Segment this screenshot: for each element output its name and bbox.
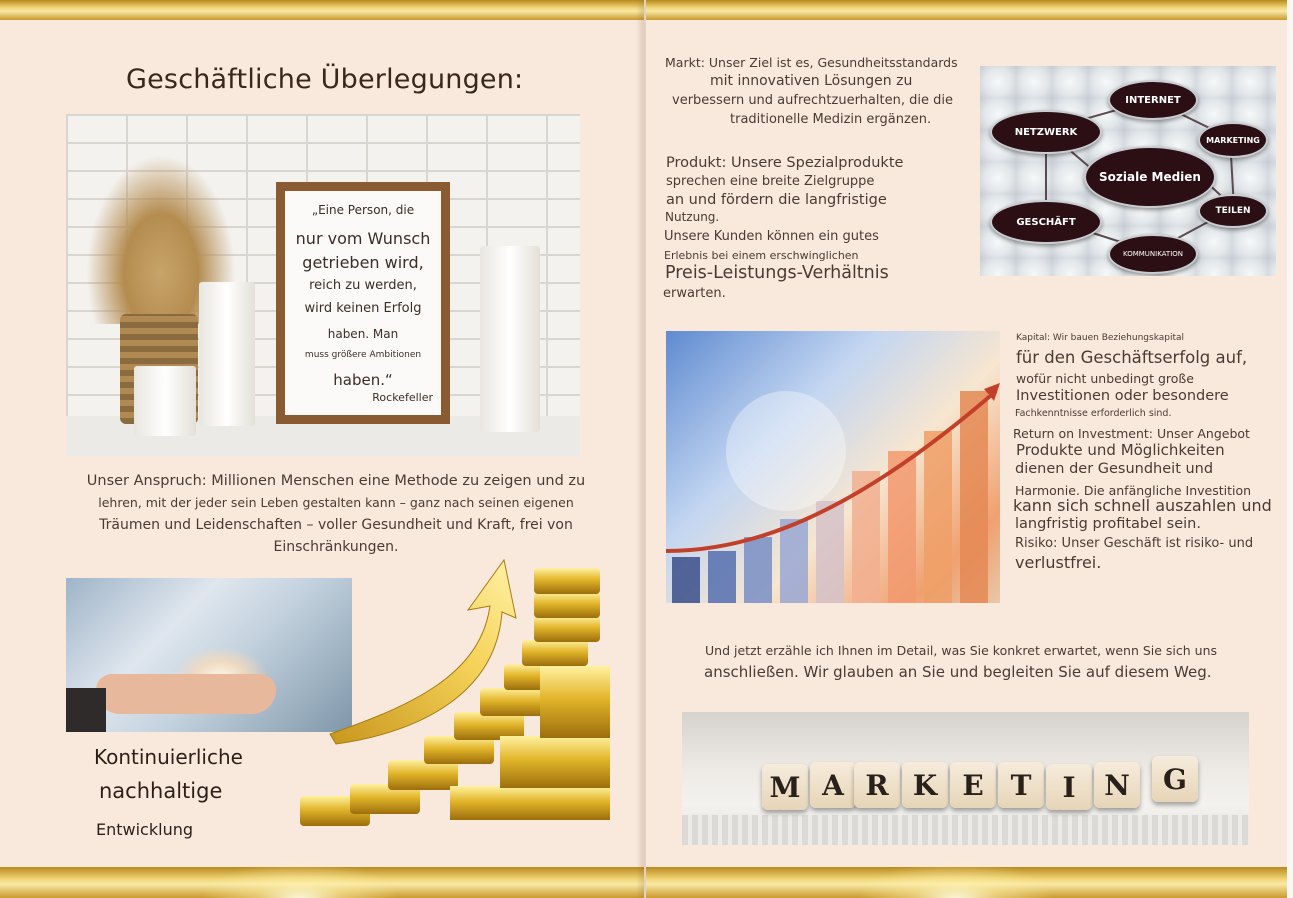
quote-frame bbox=[276, 182, 450, 424]
quote-photo bbox=[66, 114, 580, 456]
light-burst bbox=[856, 860, 1056, 898]
page-edge bbox=[1287, 0, 1293, 898]
page-title: Geschäftliche Überlegungen: bbox=[126, 64, 524, 95]
candle-medium bbox=[199, 282, 255, 426]
candle-small bbox=[134, 366, 196, 436]
detail-line: Und jetzt erzähle ich Ihnen im Detail, was Sie konkret erwartet, wenn Sie sich uns bbox=[705, 643, 1218, 658]
network-node-geschaeft: GESCHÄFT bbox=[990, 200, 1102, 244]
newspaper-surface bbox=[682, 815, 1249, 845]
claim-line: Träumen und Leidenschaften – voller Gesundheit und Kraft, frei von bbox=[99, 517, 573, 533]
network-node-internet: INTERNET bbox=[1108, 80, 1198, 120]
growth-line: Kontinuierliche bbox=[94, 745, 243, 769]
kapital-line: wofür nicht unbedingt große bbox=[1016, 371, 1194, 386]
markt-line: mit innovativen Lösungen zu bbox=[710, 73, 913, 89]
kapital-line: Investitionen oder besondere bbox=[1016, 388, 1229, 404]
social-media-network-image bbox=[980, 66, 1276, 276]
kapital-line: Harmonie. Die anfängliche Investition bbox=[1015, 483, 1252, 498]
quote-line: muss größere Ambitionen bbox=[304, 350, 422, 361]
produkt-line: Erlebnis bei einem erschwinglichen bbox=[664, 249, 859, 262]
kapital-line: Kapital: Wir bauen Beziehungskapital bbox=[1016, 333, 1185, 343]
marketing-blocks-photo bbox=[682, 712, 1249, 845]
produkt-line: erwarten. bbox=[663, 286, 726, 301]
letter-block: K bbox=[902, 762, 948, 808]
kapital-line: langfristig profitabel sein. bbox=[1015, 516, 1201, 532]
letter-block: M bbox=[762, 764, 808, 810]
quote-author: Rockefeller bbox=[372, 391, 433, 405]
markt-line: traditionelle Medizin ergänzen. bbox=[730, 112, 932, 127]
letter-block: T bbox=[998, 762, 1044, 808]
kapital-line: dienen der Gesundheit und bbox=[1015, 461, 1214, 477]
network-node-marketing: MARKETING bbox=[1198, 122, 1268, 158]
quote-line: nur vom Wunsch bbox=[295, 229, 431, 249]
open-hands bbox=[96, 674, 276, 714]
quote-line: haben.“ bbox=[333, 371, 393, 390]
quote-line: wird keinen Erfolg bbox=[304, 301, 422, 317]
kapital-line: kann sich schnell auszahlen und bbox=[1013, 496, 1272, 515]
network-node-kommunikation: KOMMUNIKATION bbox=[1108, 234, 1198, 274]
quote-line: „Eine Person, die bbox=[311, 203, 415, 217]
quote-line: haben. Man bbox=[327, 326, 399, 341]
top-gold-band bbox=[646, 0, 1287, 20]
light-burst bbox=[200, 860, 400, 898]
produkt-line: Preis-Leistungs-Verhältnis bbox=[665, 263, 889, 283]
letter-block: G bbox=[1152, 756, 1198, 802]
network-node-netzwerk: NETZWERK bbox=[990, 110, 1102, 154]
kapital-line: Return on Investment: Unser Angebot bbox=[1013, 426, 1250, 441]
letter-block: I bbox=[1046, 764, 1092, 810]
quote-line: getrieben wird, bbox=[302, 252, 424, 272]
sleeve bbox=[66, 688, 106, 732]
network-node-teilen: TEILEN bbox=[1198, 194, 1268, 228]
candle-tall bbox=[480, 246, 540, 432]
kapital-line: verlustfrei. bbox=[1015, 553, 1102, 572]
claim-line: Unser Anspruch: Millionen Menschen eine Methode zu zeigen und zu bbox=[86, 473, 586, 489]
growth-line: nachhaltige bbox=[99, 779, 223, 803]
mission-statement bbox=[78, 470, 594, 558]
growth-line: Entwicklung bbox=[96, 820, 193, 839]
kapital-line: Produkte und Möglichkeiten bbox=[1016, 441, 1225, 459]
gold-bars-arrow-illustration bbox=[290, 556, 620, 852]
claim-line: lehren, mit der jeder sein Leben gestalten kann – ganz nach seinen eigenen bbox=[98, 495, 574, 510]
produkt-line: Nutzung. bbox=[665, 210, 720, 224]
network-node-center: Soziale Medien bbox=[1084, 146, 1216, 208]
kapital-line: Fachkenntnisse erforderlich sind. bbox=[1015, 408, 1172, 419]
kapital-line: für den Geschäftserfolg auf, bbox=[1016, 348, 1248, 367]
produkt-line: Produkt: Unsere Spezialprodukte bbox=[666, 155, 904, 171]
left-page bbox=[0, 0, 644, 898]
quote-line: reich zu werden, bbox=[309, 277, 417, 293]
produkt-line: sprechen eine breite Zielgruppe bbox=[666, 174, 875, 189]
produkt-line: Unsere Kunden können ein gutes bbox=[664, 229, 879, 244]
growth-chart-graphic bbox=[666, 331, 1000, 603]
markt-line: verbessern und aufrechtzuerhalten, die die bbox=[672, 93, 953, 108]
letter-block: E bbox=[950, 762, 996, 808]
top-gold-band bbox=[0, 0, 644, 20]
claim-line: Einschränkungen. bbox=[273, 539, 399, 555]
letter-block: R bbox=[854, 762, 900, 808]
produkt-line: an und fördern die langfristige bbox=[666, 192, 887, 208]
detail-line: anschließen. Wir glauben an Sie und begleiten Sie auf diesem Weg. bbox=[704, 663, 1212, 681]
markt-line: Markt: Unser Ziel ist es, Gesundheitsstandards bbox=[665, 55, 958, 70]
growth-graph-photo bbox=[666, 331, 1000, 603]
kapital-line: Risiko: Unser Geschäft ist risiko- und bbox=[1015, 536, 1254, 551]
letter-block: A bbox=[810, 762, 856, 808]
letter-block: N bbox=[1094, 762, 1140, 808]
